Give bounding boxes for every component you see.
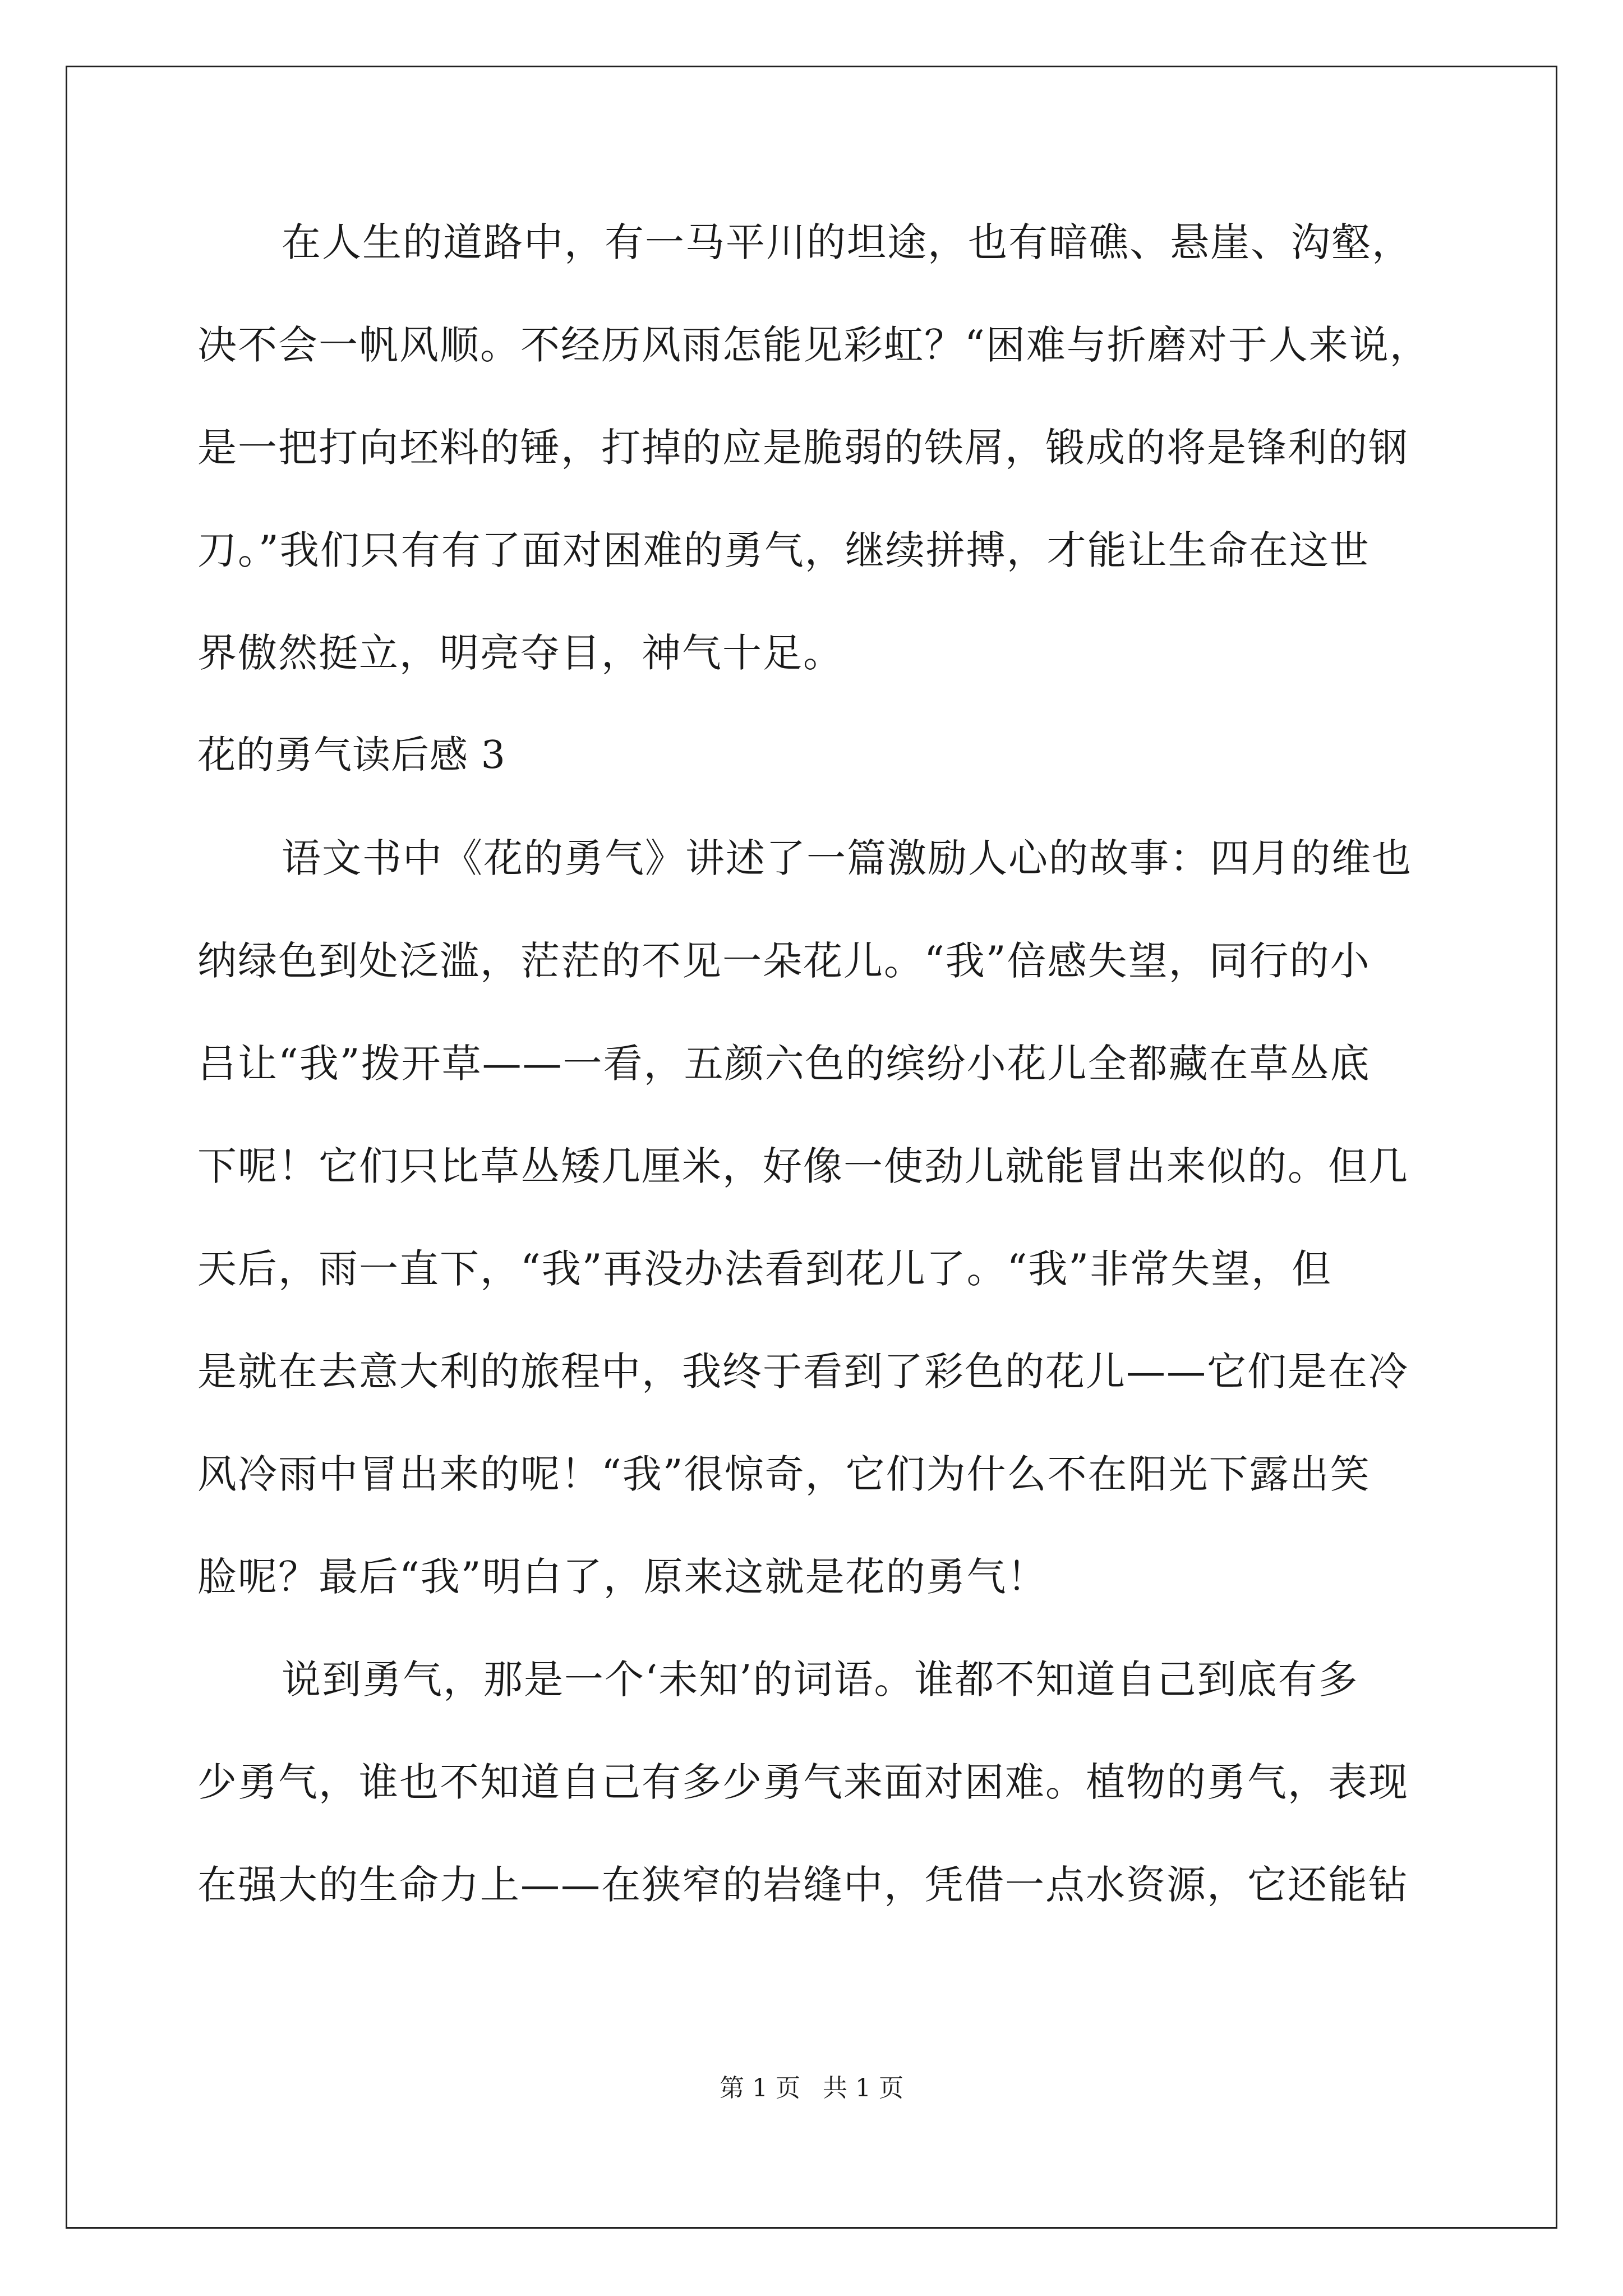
body-line: 少勇气，谁也不知道自己有多少勇气来面对困难。植物的勇气，表现 [197, 1759, 1409, 1805]
document-body [197, 216, 1430, 1911]
body-line: 吕让“我”拨开草——一看，五颜六色的缤纷小花儿全都藏在草丛底 [197, 1041, 1371, 1087]
body-line: 风冷雨中冒出来的呢！“我”很惊奇，它们为什么不在阳光下露出笑 [197, 1451, 1371, 1497]
body-line: 天后，雨一直下，“我”再没办法看到花儿了。“我”非常失望，但 [197, 1246, 1332, 1292]
body-line: 决不会一帆风顺。不经历风雨怎能见彩虹？“困难与折磨对于人来说， [197, 322, 1430, 368]
body-line: 刀。”我们只有有了面对困难的勇气，继续拼搏，才能让生命在这世 [197, 527, 1370, 573]
body-line: 是就在去意大利的旅程中，我终于看到了彩色的花儿——它们是在冷 [197, 1349, 1409, 1395]
page-total: 共 1 页 [823, 2074, 903, 2102]
body-line: 下呢！它们只比草丛矮几厘米，好像一使劲儿就能冒出来似的。但几 [197, 1143, 1409, 1189]
body-line: 在强大的生命力上——在狭窄的岩缝中，凭借一点水资源，它还能钻 [197, 1862, 1409, 1908]
body-line: 界傲然挺立，明亮夺目，神气十足。 [197, 630, 843, 676]
body-line: 纳绿色到处泛滥，茫茫的不见一朵花儿。“我”倍感失望，同行的小 [197, 938, 1371, 984]
body-line: 脸呢？最后“我”明白了，原来这就是花的勇气！ [197, 1554, 1048, 1600]
page-footer [0, 2072, 1623, 2105]
body-line: 说到勇气，那是一个‘未知’的词语。谁都不知道自己到底有多 [282, 1657, 1359, 1703]
page-number: 第 1 页 [720, 2074, 800, 2102]
body-line: 是一把打向坯料的锤，打掉的应是脆弱的铁屑，锻成的将是锋利的钢 [197, 425, 1409, 471]
section-heading: 花的勇气读后感 3 [197, 733, 506, 777]
body-line: 在人生的道路中，有一马平川的坦途，也有暗礁、悬崖、沟壑， [282, 219, 1412, 265]
body-line: 语文书中《花的勇气》讲述了一篇激励人心的故事：四月的维也 [282, 835, 1412, 881]
